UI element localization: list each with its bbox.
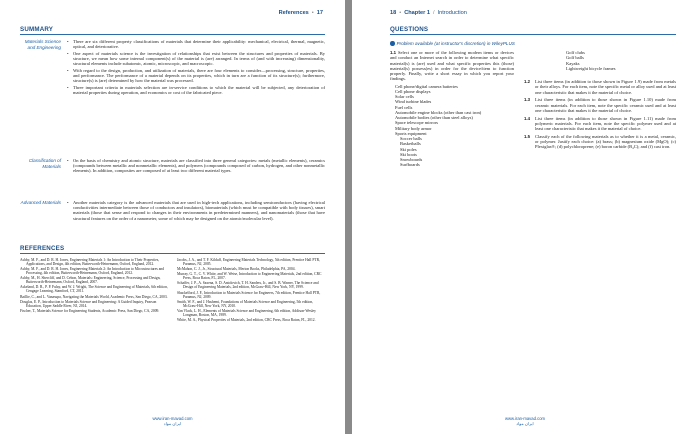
references-rule bbox=[20, 253, 325, 254]
summary-bullet: • On the basis of chemistry and atomic structure, materials are classified into three general categories: metals (metallic elements), ceramics (compounds between metallic and nonmetallic elements), and polymers (compounds composed of carbon, hydrogen, and other nonmetallic elements). In addition, composites are composed of at least two different material types. bbox=[66, 158, 325, 174]
summary-bullets bbox=[66, 158, 325, 175]
question-block bbox=[524, 79, 676, 95]
summary-side-heading: Classification of Materials bbox=[28, 158, 61, 169]
page-footer bbox=[0, 416, 345, 426]
reference-entry: Askeland, D. R., P. P. Fulay, and W. J. Wright, The Science and Engineering of Materials, 6th edition, Cengage Learning, Stamford, CT, 2011. bbox=[20, 285, 168, 294]
summary-bullet: • One aspect of materials science is the investigation of relationships that exist between the structures and properties of materials. By structure, we mean how some internal component(s) of the material is (are) arranged. In terms of (and with increasing) dimensionality, structural elements include subatomic, atomic, microscopic, and macroscopic. bbox=[66, 51, 325, 67]
left-page bbox=[0, 0, 345, 434]
reference-entry: Douglas, E. P., Introduction to Materials Science and Engineering: A Guided Inquiry, Pearson Education, Upper Saddle River, NJ, 2014. bbox=[20, 299, 157, 308]
reference-entry: Fischer, T., Materials Science for Engineering Students, Academic Press, San Diego, CA, 2009. bbox=[20, 308, 160, 313]
question-item: Military body armor bbox=[395, 125, 432, 131]
question-number: 1.5 bbox=[524, 133, 530, 139]
wileyplus-note-text: Problem available (at instructor's discretion) in WileyPLUS bbox=[396, 41, 515, 47]
question-subitem: Lightweight bicycle frames bbox=[566, 65, 616, 71]
reference-entry: Ashby, M., H. Shercliff, and D. Cebon, Materials: Engineering, Science, Processing and Design, Butterworth-Heinemann, Oxford, England, 2007. bbox=[20, 276, 161, 285]
summary-bullets bbox=[66, 200, 325, 222]
page-footer bbox=[352, 416, 698, 426]
question-item-list bbox=[390, 84, 514, 168]
wileyplus-note bbox=[390, 41, 515, 46]
page-number: 18 bbox=[390, 10, 397, 16]
footer-url[interactable]: www.iran-mavad.com bbox=[152, 416, 193, 421]
question-item: Cell phone/digital camera batteries bbox=[395, 83, 458, 89]
question-block bbox=[524, 116, 676, 132]
question-block bbox=[524, 134, 676, 150]
question-1-1 bbox=[390, 50, 514, 168]
summary-section bbox=[20, 158, 325, 175]
question-block bbox=[524, 97, 676, 113]
question-item: Automobile bodies (other than steel alloys) bbox=[395, 115, 473, 120]
question-body: Classify each of the following materials as to whether it is a metal, ceramic, or polymer. Justify each choice: (a) brass; (b) magnesium oxide (MgO); (c) Plexiglas®; (d) polychloroprene; (e) boron carbide (B₄C); and (f) cast iron. bbox=[535, 133, 676, 150]
summary-side-heading: Materials Science and Engineering bbox=[24, 39, 61, 50]
question-item: Sports equipment bbox=[395, 130, 427, 136]
question-number: 1.2 bbox=[524, 79, 530, 84]
chapter-label: Chapter 1 bbox=[404, 10, 431, 16]
summary-section bbox=[20, 200, 325, 222]
question-item: Automobile engine blocks (other than cast iron) bbox=[395, 109, 482, 115]
questions-title: QUESTIONS bbox=[390, 26, 429, 33]
question-text bbox=[390, 50, 514, 82]
question-subitem: Golf clubs bbox=[566, 50, 585, 55]
questions-right-column bbox=[524, 79, 676, 152]
reference-entry: Murray, G. T., C. V. White, and W. Weise, Introduction to Engineering Materials, 2nd edition, CRC Press, Boca Raton, FL, 2007. bbox=[177, 272, 322, 281]
question-body: Select one or more of the following modern items or devices and conduct an Internet search in order to determine what specific material(s) is (are) used and what specific properties this (those) material(s) possess(es) in order for the device/item to function properly. Finally, write a short essay in which you report your findings. bbox=[390, 50, 514, 82]
reference-entry: Ashby, M. F., and D. R. H. Jones, Engineering Materials 1: An Introduction to Their Properties, Applications, and Design, 4th edition, Butterworth-Heinemann, Oxford, England, 2012. bbox=[20, 258, 160, 267]
footer-subtitle: ایران مواد bbox=[516, 421, 534, 426]
summary-side-heading: Advanced Materials bbox=[20, 200, 61, 205]
reference-entry: White, M. A., Physical Properties of Materials, 2nd edition, CRC Press, Boca Raton, FL, 2012. bbox=[177, 317, 316, 322]
reference-entry: Schaffer, J. P., A. Saxena, S. D. Antolovich, T. H. Sanders, Jr., and S. B. Warner, The Science and Design of Engineering Materials, 2nd edition, McGraw-Hill, New York, NY, 1999. bbox=[177, 281, 319, 290]
question-subitem: Basketballs bbox=[400, 141, 421, 147]
summary-title: SUMMARY bbox=[20, 26, 54, 33]
question-item-list-continued bbox=[566, 50, 676, 71]
question-item: Fuel cells bbox=[395, 104, 413, 110]
footer-url[interactable]: www.iran-mavad.com bbox=[504, 416, 546, 421]
running-head-right: 18 • Chapter 1 / Introduction bbox=[390, 10, 467, 16]
chapter-title: Introduction bbox=[437, 10, 467, 16]
references-title: REFERENCES bbox=[20, 245, 65, 252]
references-column-1 bbox=[20, 258, 170, 314]
question-subitem: Ski poles bbox=[400, 146, 417, 152]
footer-subtitle: ایران مواد bbox=[163, 421, 182, 426]
summary-bullet: • Three important criteria in materials selection are in-service conditions to which the material will be subjected, any deterioration of material properties during operation, and economics or cost of the fabricated piece. bbox=[66, 85, 325, 95]
summary-bullet: • With regard to the design, production, and utilization of materials, there are four elements to consider—processing, structure, properties, and performance. The performance of a material depends on its properties, which in turn are a function of its structure(s); furthermore, structure(s) is (are) determined by how the material was processed. bbox=[66, 68, 325, 84]
question-number: 1.3 bbox=[524, 97, 530, 103]
question-item: Cell phone displays bbox=[395, 88, 431, 94]
reference-entry: Van Vlack, L. H., Elements of Materials Science and Engineering, 6th edition, Addison-Wesley Longman, Boston, MA, 1989. bbox=[177, 308, 316, 317]
right-page bbox=[352, 0, 698, 434]
question-subitem: Ski boots bbox=[400, 151, 417, 157]
question-body: List three items (in addition to those shown in Figure 1.10) made from ceramic materials. For each item, note the specific ceramic used and at least one characteristic that makes it the material of choice. bbox=[535, 97, 676, 113]
running-head-left: References • 17 bbox=[278, 10, 323, 16]
running-head-title: References bbox=[278, 10, 309, 16]
question-number: 1.4 bbox=[524, 115, 530, 121]
reference-entry: Shackelford, J. F., Introduction to Materials Science for Engineers, 7th edition, Prentice Hall PTR, Paramus, NJ, 2009. bbox=[177, 290, 321, 299]
reference-entry: McMahon, C. J., Jr., Structural Materials, Merion Books, Philadelphia, PA, 2004. bbox=[177, 267, 296, 272]
summary-bullets bbox=[66, 39, 325, 96]
question-body: List three items (in addition to those shown in Figure 1.9) made from metals or their alloys. For each item, note the specific metal or alloy used and at least one characteristic that makes it the material of choice. bbox=[535, 79, 676, 95]
question-subitem: Kayaks bbox=[566, 60, 580, 66]
reference-entry: Ashby, M. F., and D. R. H. Jones, Engineering Materials 2: An Introduction to Microstructures and Processing, 4th edition, Butterworth-Heinemann, Oxford, England, 2012. bbox=[20, 267, 164, 276]
references-column-2 bbox=[177, 258, 327, 323]
question-item: Solar cells bbox=[395, 94, 414, 99]
summary-rule bbox=[20, 34, 325, 35]
question-subitem: Snowboards bbox=[400, 157, 423, 162]
summary-bullet: • Another materials category is the advanced materials that are used in high-tech applications, including semiconductors (having electrical conductivities intermediate between those of conductors and insulators), biomaterials (which must be compatible with body tissues), smart materials (those that sense and respond to changes in their environments in predetermined manners), and nanomaterials (those that have structural features on the order of a nanometer, some of which may be designed on the atomic/molecular level). bbox=[66, 200, 325, 221]
summary-section bbox=[20, 39, 325, 96]
question-item: Wind turbine blades bbox=[395, 99, 432, 105]
question-subitem: Golf balls bbox=[566, 55, 584, 61]
reference-entry: Smith, W. F., and J. Hashemi, Foundations of Materials Science and Engineering, 5th edition, McGraw-Hill, New York, NY, 2010. bbox=[177, 299, 314, 308]
reference-entry: Baillie, C., and L. Vanasupa, Navigating the Materials World, Academic Press, San Diego, CA, 2003. bbox=[20, 294, 168, 299]
question-item: Space telescope mirrors bbox=[395, 120, 438, 126]
question-subitem: Soccer balls bbox=[400, 136, 422, 141]
question-body: List three items (in addition to those shown in Figure 1.11) made from polymeric materials. For each item, note the specific polymer used and at least one characteristic that makes it the material of choice. bbox=[535, 115, 676, 131]
reference-entry: Jacobs, J. A., and T. F. Kilduff, Engineering Materials Technology, 5th edition, Prentice Hall PTR, Paramus, NJ, 2005. bbox=[177, 258, 320, 267]
summary-bullet: • There are six different property classifications of materials that determine their applicability: mechanical, electrical, thermal, magnetic, optical, and deteriorative. bbox=[66, 39, 325, 49]
wileyplus-icon bbox=[390, 41, 395, 46]
question-subitem: Surfboards bbox=[400, 162, 420, 168]
questions-rule bbox=[390, 34, 676, 35]
question-number: 1.1 bbox=[390, 50, 396, 55]
page-number: 17 bbox=[316, 10, 323, 16]
